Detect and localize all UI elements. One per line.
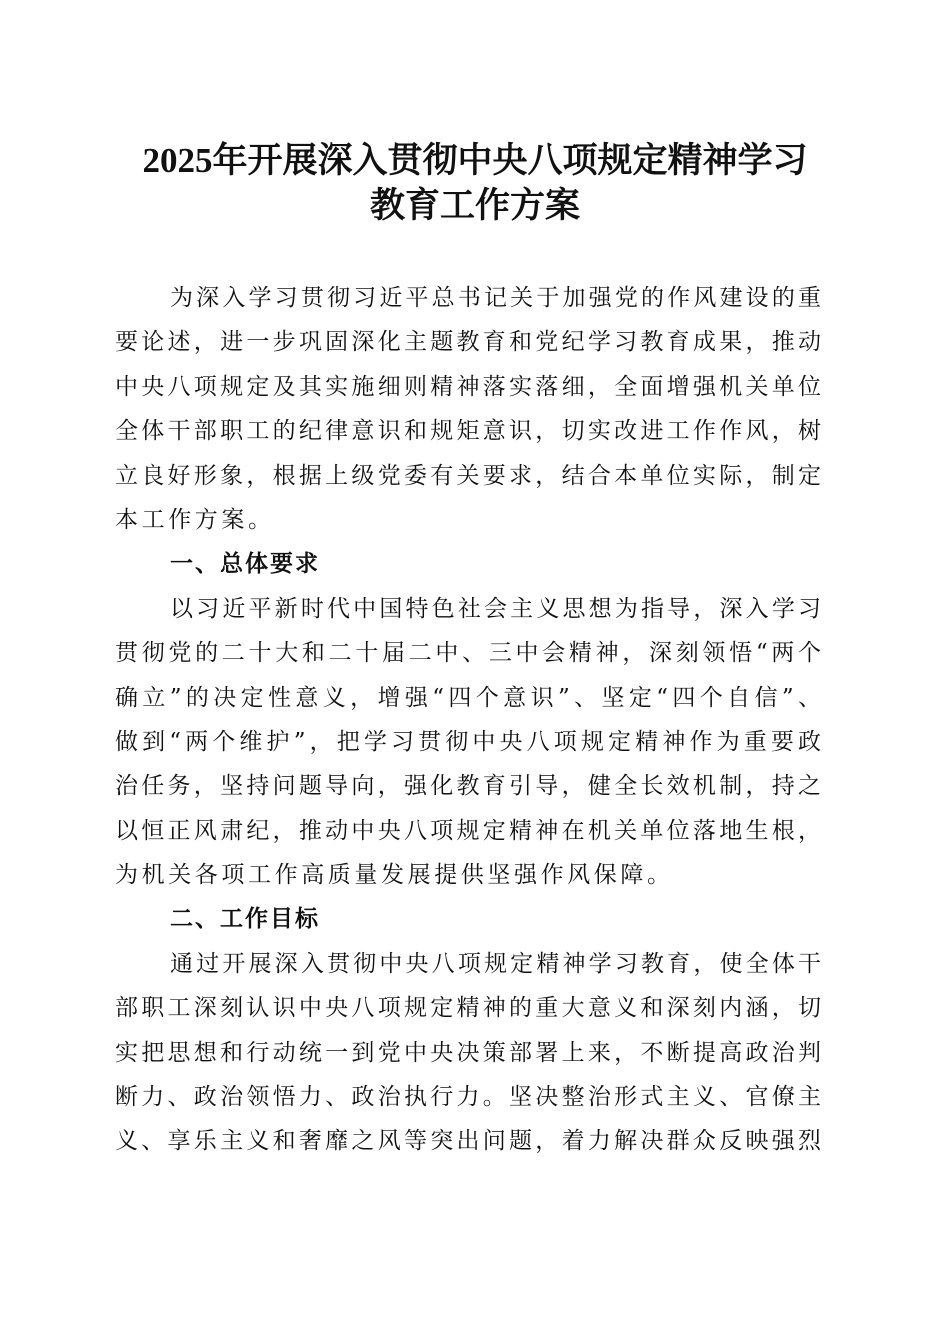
document-title-line-2: 教育工作方案: [369, 186, 580, 225]
section2-paragraph: [115, 942, 821, 1164]
document-body: [115, 276, 821, 1164]
text-line: 立良好形象，根据上级党委有关要求，结合本单位实际，制定: [115, 462, 821, 489]
text-line: 贯彻党的二十大和二十届二中、三中会精神，深刻领悟“两个: [115, 640, 821, 667]
text-line: 以恒正风肃纪，推动中央八项规定精神在机关单位落地生根，: [115, 817, 821, 844]
text-line: 中央八项规定及其实施细则精神落实落细，全面增强机关单位: [115, 373, 821, 400]
text-line: 要论述，进一步巩固深化主题教育和党纪学习教育成果，推动: [115, 329, 821, 356]
text-line: 以习近平新时代中国特色社会主义思想为指导，深入学习: [170, 595, 821, 622]
section1-paragraph: [115, 587, 821, 898]
text-line: 确立”的决定性意义，增强“四个意识”、坚定“四个自信”、: [115, 684, 821, 711]
section-heading-overall-requirements: 一、总体要求: [170, 551, 320, 578]
text-line: 义、享乐主义和奢靡之风等突出问题，着力解决群众反映强烈: [115, 1128, 821, 1155]
section-heading-work-goals: 二、工作目标: [170, 906, 320, 933]
text-line: 做到“两个维护”，把学习贯彻中央八项规定精神作为重要政: [115, 728, 821, 755]
text-line: 实把思想和行动统一到党中央决策部署上来，不断提高政治判: [115, 1039, 821, 1066]
document-title-line-1: 2025年开展深入贯彻中央八项规定精神学习: [142, 141, 808, 180]
text-line: 治任务，坚持问题导向，强化教育引导，健全长效机制，持之: [115, 773, 821, 800]
text-line: 部职工深刻认识中央八项规定精神的重大意义和深刻内涵，切: [115, 995, 821, 1022]
text-line: 通过开展深入贯彻中央八项规定精神学习教育，使全体干: [170, 950, 821, 977]
intro-paragraph: [115, 276, 821, 542]
text-line: 本工作方案。: [115, 506, 275, 533]
text-line: 为深入学习贯彻习近平总书记关于加强党的作风建设的重: [170, 285, 821, 311]
text-line: 全体干部职工的纪律意识和规矩意识，切实改进工作作风，树: [115, 418, 821, 445]
text-line: 为机关各项工作高质量发展提供坚强作风保障。: [115, 862, 674, 889]
text-line: 断力、政治领悟力、政治执行力。坚决整治形式主义、官僚主: [115, 1084, 821, 1111]
